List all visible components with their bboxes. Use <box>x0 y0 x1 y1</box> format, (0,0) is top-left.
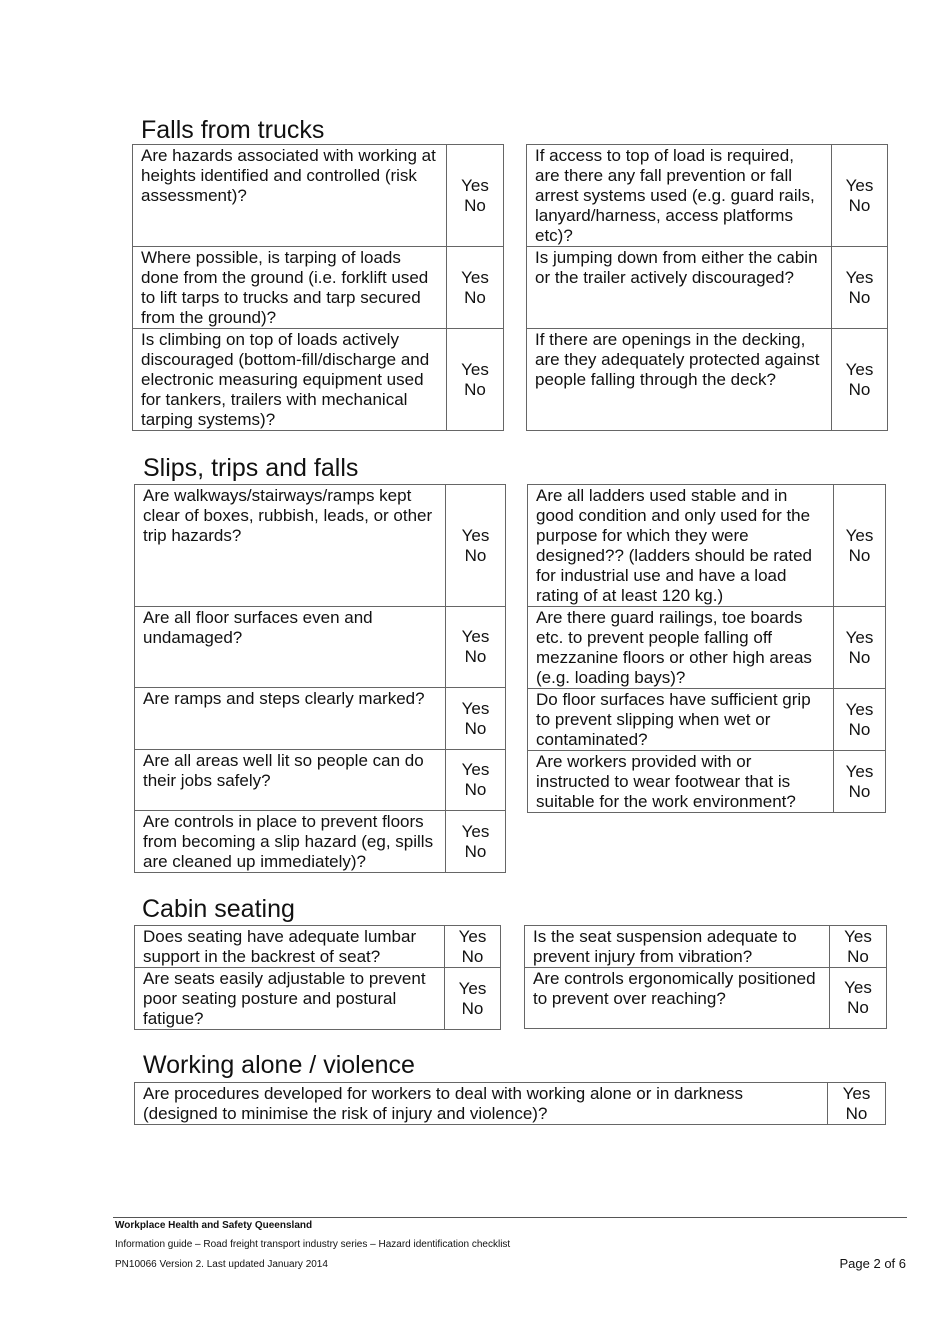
yes-no-answer[interactable] <box>446 750 506 811</box>
answer-yes[interactable]: Yes <box>845 267 874 287</box>
question: Do floor surfaces have sufficient grip to prevent slipping when wet or contaminated? <box>528 689 834 751</box>
question: If access to top of load is required, are there any fall prevention or fall arrest systems used (e.g. guard rails, lanyard/harness, access platforms etc)? <box>527 145 832 247</box>
yes-no-answer[interactable] <box>830 968 887 1029</box>
answer-no[interactable]: No <box>464 287 486 307</box>
question: Are seats easily adjustable to prevent poor seating posture and postural fatigue? <box>135 968 445 1030</box>
answer-no[interactable]: No <box>464 379 486 399</box>
answer-no[interactable]: No <box>848 719 871 739</box>
checklist-row <box>135 968 501 1030</box>
question: Where possible, is tarping of loads done from the ground (i.e. forklift used to lift tarps to trucks and tarp secured from the ground)? <box>133 247 447 329</box>
checklist-row <box>135 926 501 968</box>
answer-no[interactable]: No <box>848 379 871 399</box>
checklist-row <box>525 968 887 1029</box>
page-number: Page 2 of 6 <box>839 1256 906 1271</box>
checklist-table <box>134 925 501 1030</box>
section-heading: Cabin seating <box>142 895 295 923</box>
answer-no[interactable]: No <box>847 946 869 966</box>
yes-no-answer[interactable] <box>447 329 504 431</box>
checklist-row <box>135 750 506 811</box>
checklist-row <box>528 485 886 607</box>
question: Are there guard railings, toe boards etc. to prevent people falling off mezzanine floors or other high areas (e.g. loading bays)? <box>528 607 834 689</box>
checklist-table <box>524 925 887 1029</box>
answer-yes[interactable]: Yes <box>461 698 490 718</box>
question: Does seating have adequate lumbar support in the backrest of seat? <box>135 926 445 968</box>
checklist-table <box>132 144 504 431</box>
answer-yes[interactable]: Yes <box>461 760 490 779</box>
answer-no[interactable]: No <box>464 647 487 666</box>
checklist-row <box>527 247 888 329</box>
question: Is climbing on top of loads actively discouraged (bottom-fill/discharge and electronic measuring equipment used for tankers, trailers with mechanical tarping systems)? <box>133 329 447 431</box>
answer-yes[interactable]: Yes <box>461 821 490 841</box>
checklist-row <box>528 689 886 751</box>
checklist-table <box>527 484 886 813</box>
answer-no[interactable]: No <box>464 195 486 215</box>
answer-no[interactable]: No <box>461 946 484 966</box>
yes-no-answer[interactable] <box>446 688 506 750</box>
question: Are controls ergonomically positioned to prevent over reaching? <box>525 968 830 1029</box>
answer-yes[interactable]: Yes <box>458 978 487 998</box>
yes-no-answer[interactable] <box>446 607 506 688</box>
answer-yes[interactable]: Yes <box>845 761 874 781</box>
footer-guide: Information guide – Road freight transport industry series – Hazard identification checklist <box>115 1239 511 1250</box>
answer-yes[interactable]: Yes <box>844 978 872 997</box>
answer-no[interactable]: No <box>464 718 487 738</box>
yes-no-answer[interactable] <box>830 926 887 968</box>
answer-yes[interactable]: Yes <box>845 627 874 647</box>
answer-no[interactable]: No <box>848 647 871 667</box>
answer-yes[interactable]: Yes <box>845 175 874 195</box>
question: Are controls in place to prevent floors from becoming a slip hazard (eg, spills are cleaned up immediately)? <box>135 811 446 873</box>
checklist-row <box>133 329 504 431</box>
question: If there are openings in the decking, are they adequately protected against people falling through the deck? <box>527 329 832 431</box>
yes-no-answer[interactable] <box>832 247 888 329</box>
question: Are all areas well lit so people can do their jobs safely? <box>135 750 446 811</box>
answer-no[interactable]: No <box>845 1103 868 1123</box>
answer-no[interactable]: No <box>848 287 871 307</box>
answer-yes[interactable]: Yes <box>845 525 874 545</box>
answer-yes[interactable]: Yes <box>844 926 872 946</box>
yes-no-answer[interactable] <box>445 926 501 968</box>
question: Are walkways/stairways/ramps kept clear of boxes, rubbish, leads, or other trip hazards? <box>135 485 446 607</box>
answer-no[interactable]: No <box>848 195 871 215</box>
answer-yes[interactable]: Yes <box>845 359 874 379</box>
answer-no[interactable]: No <box>464 780 487 799</box>
yes-no-answer[interactable] <box>832 145 888 247</box>
answer-no[interactable]: No <box>848 545 871 565</box>
footer-divider <box>113 1217 907 1218</box>
checklist-row <box>528 751 886 813</box>
answer-yes[interactable]: Yes <box>461 525 490 545</box>
footer-version: PN10066 Version 2. Last updated January 2014 <box>115 1259 328 1270</box>
checklist-row <box>527 145 888 247</box>
checklist-row <box>133 145 504 247</box>
yes-no-answer[interactable] <box>834 689 886 751</box>
answer-yes[interactable]: Yes <box>845 699 874 719</box>
question: Are all floor surfaces even and undamaged? <box>135 607 446 688</box>
checklist-row <box>135 1083 886 1125</box>
checklist-row <box>528 607 886 689</box>
question: Are procedures developed for workers to deal with working alone or in darkness (designed to minimise the risk of injury and violence)? <box>135 1083 828 1125</box>
checklist-row <box>135 688 506 750</box>
checklist-row <box>527 329 888 431</box>
checklist-row <box>135 485 506 607</box>
question: Are hazards associated with working at heights identified and controlled (risk assessment)? <box>133 145 447 247</box>
answer-yes[interactable]: Yes <box>461 627 490 646</box>
yes-no-answer[interactable] <box>447 247 504 329</box>
answer-yes[interactable]: Yes <box>458 926 487 946</box>
answer-no[interactable]: No <box>848 781 871 801</box>
section-heading: Falls from trucks <box>141 116 325 144</box>
answer-yes[interactable]: Yes <box>461 175 489 195</box>
yes-no-answer[interactable] <box>834 751 886 813</box>
answer-yes[interactable]: Yes <box>461 267 489 287</box>
answer-no[interactable]: No <box>464 841 487 861</box>
question: Are all ladders used stable and in good condition and only used for the purpose for which they were designed?? (ladders should be rated for industrial use and have a load rating of at least 120 kg.) <box>528 485 834 607</box>
section-heading: Slips, trips and falls <box>143 454 359 482</box>
yes-no-answer[interactable] <box>445 968 501 1030</box>
checklist-table <box>134 1082 886 1125</box>
question: Is the seat suspension adequate to prevent injury from vibration? <box>525 926 830 968</box>
yes-no-answer[interactable] <box>446 811 506 873</box>
yes-no-answer[interactable] <box>446 485 506 607</box>
answer-no[interactable]: No <box>464 545 487 565</box>
answer-no[interactable]: No <box>847 998 869 1017</box>
yes-no-answer[interactable] <box>834 607 886 689</box>
checklist-row <box>525 926 887 968</box>
answer-yes[interactable]: Yes <box>842 1083 871 1103</box>
section-heading: Working alone / violence <box>143 1051 415 1079</box>
footer-org: Workplace Health and Safety Queensland <box>115 1220 313 1231</box>
checklist-row <box>135 607 506 688</box>
question: Is jumping down from either the cabin or the trailer actively discouraged? <box>527 247 832 329</box>
answer-no[interactable]: No <box>461 998 484 1018</box>
question: Are ramps and steps clearly marked? <box>135 688 446 750</box>
question: Are workers provided with or instructed to wear footwear that is suitable for the work environment? <box>528 751 834 813</box>
checklist-table <box>134 484 506 873</box>
yes-no-answer[interactable] <box>828 1083 886 1125</box>
checklist-table <box>526 144 888 431</box>
yes-no-answer[interactable] <box>447 145 504 247</box>
checklist-row <box>135 811 506 873</box>
yes-no-answer[interactable] <box>832 329 888 431</box>
yes-no-answer[interactable] <box>834 485 886 607</box>
checklist-row <box>133 247 504 329</box>
answer-yes[interactable]: Yes <box>461 359 489 379</box>
